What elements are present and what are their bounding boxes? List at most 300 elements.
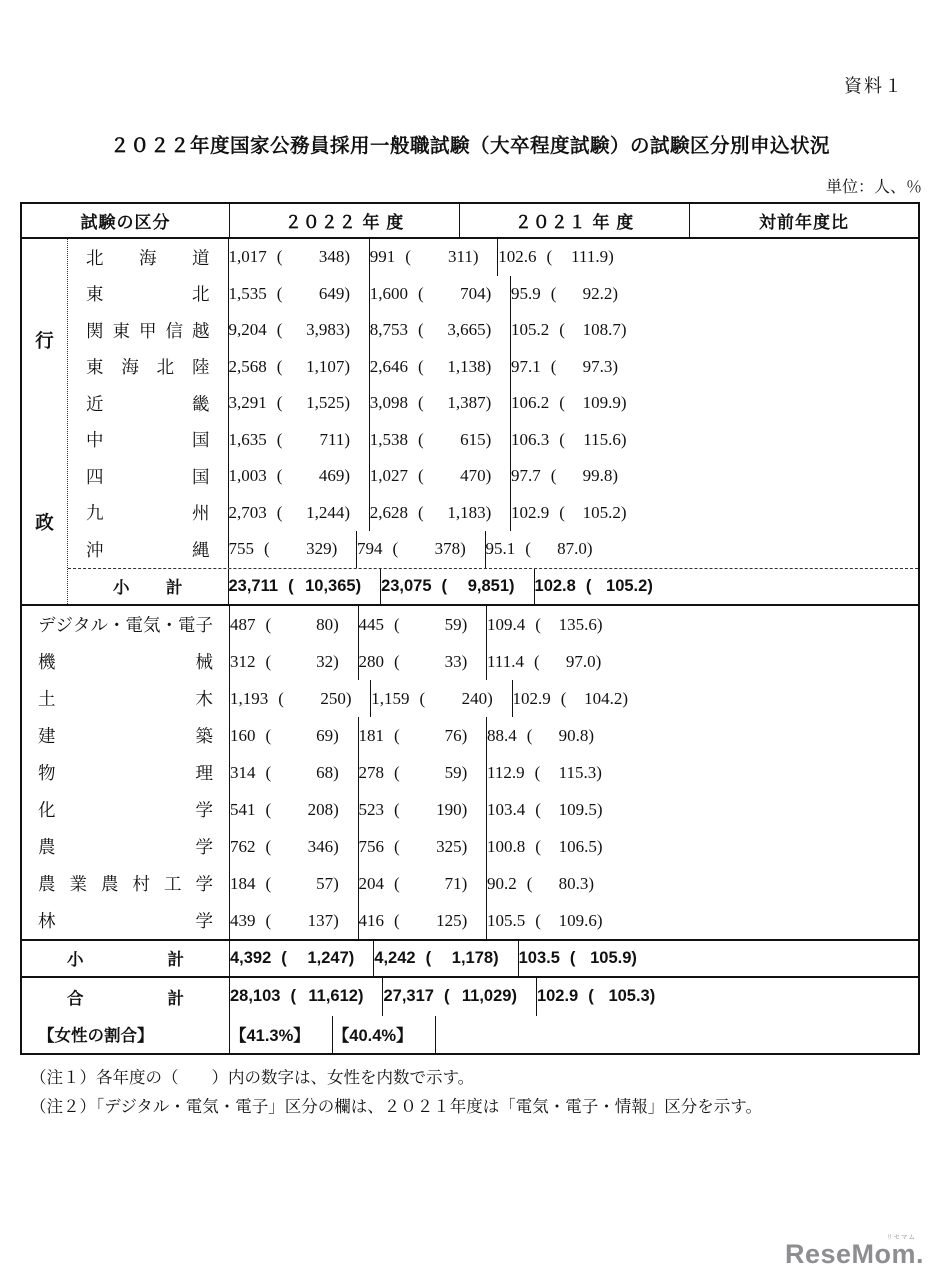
value-cell (359, 828, 488, 865)
value-cell (370, 495, 511, 532)
value-cell (486, 531, 612, 568)
row-label-text (86, 464, 210, 489)
paren-number: 97.0 (565, 651, 596, 671)
paren-number: 115.3 (558, 762, 597, 782)
cell-main-value: 27,317 (383, 987, 434, 1005)
cell-main-value: 95.1 (485, 539, 516, 559)
paren-number: 1,183 (447, 502, 486, 522)
paren-close: ) (631, 948, 637, 967)
label-char: 縄 (192, 539, 210, 560)
row-label (68, 531, 229, 568)
paren-close: ) (485, 356, 492, 376)
paren-close: ) (333, 725, 339, 745)
paren-open: ( (394, 873, 400, 893)
cell-main-value: 487 (230, 614, 256, 634)
row-label-text (38, 686, 213, 711)
paren-close: ) (596, 614, 603, 634)
cell-main-value: 23,075 (381, 576, 432, 595)
paren-close: ) (461, 873, 468, 893)
region-row (68, 239, 918, 276)
value-cell (498, 239, 632, 276)
paren-number: 80 (316, 614, 334, 634)
row-label-text (86, 391, 210, 416)
paren-open: ( (588, 987, 594, 1005)
paren-close: ) (612, 356, 619, 376)
cell-main-value: 1,600 (369, 283, 408, 303)
value-cell (359, 791, 488, 828)
row-label (68, 276, 229, 313)
paren-open: ( (276, 320, 283, 340)
row-label-text (113, 574, 183, 598)
label-char: 陸 (191, 357, 210, 378)
paren-number: 59 (444, 614, 462, 634)
paren-open: ( (394, 799, 400, 819)
cell-paren-value (288, 577, 374, 596)
label-char: 北 (192, 284, 210, 305)
cell-main-value: 4,242 (374, 948, 416, 967)
paren-close: ) (461, 725, 468, 745)
value-cell (359, 902, 488, 939)
cell-main-value: 278 (358, 762, 384, 782)
label-char: 国 (192, 466, 210, 487)
cell-paren-value (277, 284, 363, 304)
paren-close: ) (344, 247, 351, 267)
label-char: 気 (143, 615, 161, 635)
paren-close: ) (485, 429, 492, 449)
value-cell (519, 941, 656, 976)
paren-close: ) (485, 320, 492, 340)
row-label-text (86, 427, 210, 452)
paren-number: 115.6 (583, 429, 621, 449)
paren-open: ( (394, 651, 400, 671)
paren-close: ) (487, 688, 493, 708)
paren-open: ( (550, 356, 557, 376)
paren-number: 99.8 (582, 466, 613, 486)
value-cell (230, 717, 359, 754)
paren-close: ) (461, 614, 468, 634)
page-title: ２０２２年度国家公務員採用一般職試験（大卒程度試験）の試験区分別申込状況 (109, 135, 830, 157)
paren-number: 1,178 (451, 948, 494, 967)
cell-paren-value (570, 949, 650, 968)
paren-open: ( (265, 910, 272, 930)
label-char: 北 (156, 357, 175, 378)
row-label-text (38, 908, 213, 933)
cell-paren-value (290, 987, 376, 1006)
cell-paren-value (420, 689, 506, 709)
paren-number: 105.2 (582, 502, 621, 522)
paren-close: ) (333, 836, 339, 856)
category-row (22, 606, 918, 643)
label-char: 甲 (139, 320, 157, 341)
logo-text: ReseMom. (784, 1239, 924, 1269)
row-label (68, 422, 229, 459)
label-char: 計 (167, 989, 184, 1008)
region-row (68, 422, 918, 459)
paren-close: ) (348, 948, 355, 967)
row-label-text (67, 946, 184, 970)
paren-open: ( (265, 799, 272, 819)
cell-main-value: 95.9 (511, 283, 541, 303)
cell-paren-value (394, 763, 480, 783)
paren-open: ( (585, 576, 592, 595)
cell-main-value: 1,017 (228, 247, 267, 267)
label-char: 電 (178, 615, 196, 635)
cell-paren-value (559, 503, 639, 523)
cell-paren-value (551, 466, 631, 486)
value-cell (230, 978, 383, 1016)
paren-number: 711 (319, 429, 345, 449)
paren-open: ( (394, 762, 400, 782)
cell-main-value: 9,204 (228, 320, 267, 340)
paren-open: ( (418, 502, 424, 522)
value-cell (229, 531, 358, 568)
paren-close: ) (461, 762, 468, 782)
cell-paren-value (394, 726, 480, 746)
paren-close: ) (620, 393, 627, 413)
paren-open: ( (535, 614, 541, 634)
paren-number: 1,247 (307, 948, 349, 967)
cell-main-value: 991 (369, 247, 396, 267)
row-label-text (38, 760, 213, 785)
value-cell (487, 828, 621, 865)
paren-number: 649 (318, 283, 345, 303)
value-cell (370, 276, 511, 313)
cell-paren-value (559, 393, 639, 413)
row-label (22, 791, 230, 828)
value-cell (359, 717, 488, 754)
paren-close: ) (344, 502, 351, 522)
paren-open: ( (550, 466, 557, 486)
label-char: 農 (38, 874, 56, 894)
cell-main-value: 106.3 (511, 429, 550, 449)
cell-main-value: 88.4 (487, 725, 517, 745)
paren-close: ) (511, 987, 517, 1005)
cell-main-value: 439 (230, 910, 256, 930)
paren-open: ( (535, 799, 541, 819)
paren-number: 1,107 (306, 356, 345, 376)
paren-number: 190 (436, 799, 462, 819)
cell-main-value: 2,646 (369, 356, 408, 376)
cell-paren-value (394, 874, 480, 894)
value-cell (230, 643, 359, 680)
value-cell (511, 422, 645, 459)
row-label (68, 349, 229, 386)
paren-open: ( (418, 283, 424, 303)
paren-close: ) (608, 247, 614, 267)
cell-main-value: 97.1 (511, 356, 541, 376)
paren-open: ( (569, 948, 576, 967)
paren-number: 92.2 (582, 283, 613, 303)
label-char: 信 (165, 320, 183, 341)
row-label-text (38, 871, 213, 896)
paren-close: ) (333, 762, 339, 782)
value-cell (370, 312, 511, 349)
label-char: タ (73, 615, 91, 635)
paren-open: ( (276, 356, 283, 376)
cell-main-value: 102.9 (536, 987, 579, 1005)
paren-close: ) (485, 393, 492, 413)
value-cell (487, 606, 621, 643)
value-cell (513, 680, 647, 717)
row-label-text (86, 245, 210, 270)
label-char: 東 (112, 320, 130, 341)
row-label (68, 569, 229, 605)
label-char: 畿 (192, 393, 210, 414)
value-cell (371, 680, 512, 717)
paren-open: ( (288, 576, 294, 595)
paren-number: 105.3 (608, 987, 650, 1005)
row-label (22, 941, 230, 976)
cell-paren-value (277, 357, 363, 377)
cell-paren-value (394, 800, 480, 820)
cell-value: 【41.3%】 (230, 1027, 310, 1045)
cell-main-value: 23,711 (228, 576, 279, 595)
value-cell (374, 941, 518, 976)
doc-reference-label: 資料１ (844, 76, 904, 96)
paren-open: ( (418, 429, 424, 449)
paren-close: ) (649, 987, 656, 1005)
cell-paren-value (442, 577, 528, 596)
paren-open: ( (418, 466, 424, 486)
header-year-2021: ２０２１ 年 度 (460, 204, 690, 237)
paren-open: ( (264, 539, 270, 559)
value-cell (229, 276, 370, 313)
cell-value: 【40.4%】 (332, 1027, 413, 1045)
cell-paren-value (559, 430, 639, 450)
category-row (22, 643, 918, 680)
paren-number: 68 (316, 762, 334, 782)
paren-number: 1,525 (306, 393, 345, 413)
paren-open: ( (546, 247, 553, 267)
cell-main-value: 794 (357, 539, 383, 559)
value-cell (511, 495, 645, 532)
paren-close: ) (472, 247, 479, 267)
cell-main-value: 1,193 (230, 688, 269, 708)
row-label (22, 754, 230, 791)
label-char: 計 (166, 579, 183, 598)
paren-close: ) (355, 576, 362, 595)
value-cell (511, 312, 645, 349)
paren-number: 106.5 (558, 836, 597, 856)
row-label-text (38, 834, 213, 859)
value-cell (537, 978, 674, 1016)
value-cell (230, 902, 359, 939)
value-cell (359, 865, 488, 902)
paren-number: 33 (444, 651, 462, 671)
cell-main-value: 103.4 (487, 799, 526, 819)
paren-number: 615 (460, 429, 486, 449)
paren-number: 109.6 (558, 910, 597, 930)
paren-close: ) (485, 283, 492, 303)
paren-close: ) (596, 799, 603, 819)
value-cell (487, 865, 613, 902)
paren-number: 87.0 (557, 539, 587, 559)
label-char: 工 (164, 874, 182, 894)
resemom-logo (784, 1234, 924, 1270)
cell-main-value: 8,753 (369, 320, 408, 340)
region-row (68, 531, 918, 568)
cell-paren-value (264, 539, 350, 559)
value-cell (511, 458, 637, 495)
value-cell (370, 349, 511, 386)
paren-open: ( (559, 320, 565, 340)
value-cell (487, 643, 620, 680)
value-cell (511, 349, 637, 386)
paren-number: 470 (460, 466, 486, 486)
label-char: 関 (86, 320, 104, 341)
paren-close: ) (622, 688, 629, 708)
value-cell (230, 865, 359, 902)
value-cell (359, 606, 488, 643)
label-char: 州 (192, 503, 210, 524)
cell-paren-value (278, 689, 364, 709)
region-row (68, 349, 918, 386)
paren-open: ( (265, 614, 272, 634)
cell-paren-value (561, 689, 641, 709)
label-char: 築 (195, 726, 213, 746)
cell-main-value: 755 (228, 539, 254, 559)
application-status-table (20, 202, 920, 1055)
paren-open: ( (265, 873, 272, 893)
paren-number: 378 (434, 539, 461, 559)
cell-paren-value (535, 837, 615, 857)
label-char: 小 (67, 951, 84, 970)
row-label-text (38, 797, 213, 822)
row-label-text (86, 354, 210, 379)
value-cell (333, 1016, 436, 1053)
cell-main-value: 4,392 (230, 948, 272, 967)
cell-paren-value (535, 615, 615, 635)
value-cell (230, 1016, 333, 1053)
value-cell (230, 791, 359, 828)
label-char: 近 (86, 393, 104, 414)
cell-main-value: 204 (358, 873, 384, 893)
label-char: 学 (195, 874, 213, 894)
cell-main-value: 2,568 (228, 356, 267, 376)
paren-number: 105.9 (590, 948, 632, 967)
paren-number: 704 (460, 283, 486, 303)
paren-open: ( (392, 539, 399, 559)
paren-open: ( (405, 247, 411, 267)
label-char: デ (38, 615, 56, 635)
value-cell (511, 385, 645, 422)
cell-main-value: 184 (230, 873, 256, 893)
paren-number: 57 (316, 873, 334, 893)
technical-section (22, 606, 918, 939)
footnote-1: （注１）各年度の（ ）内の数字は、女性を内数で示す。 (30, 1068, 475, 1087)
paren-number: 9,851 (467, 576, 510, 595)
paren-number: 59 (444, 762, 462, 782)
footnotes (30, 1063, 920, 1121)
label-char: 木 (195, 689, 213, 709)
cell-paren-value (418, 393, 504, 413)
paren-number: 109.5 (558, 799, 597, 819)
value-cell (229, 458, 370, 495)
label-char: 村 (132, 874, 150, 894)
cell-paren-value (266, 763, 352, 783)
paren-open: ( (526, 873, 533, 893)
paren-number: 11,029 (461, 987, 512, 1005)
cell-main-value: 102.9 (512, 688, 551, 708)
paren-close: ) (333, 651, 339, 671)
label-char: 化 (38, 800, 56, 820)
label-char: 海 (139, 247, 157, 268)
paren-close: ) (344, 466, 351, 486)
paren-number: 111.9 (571, 247, 609, 267)
paren-number: 346 (307, 836, 334, 856)
label-char: 計 (167, 951, 184, 970)
cell-paren-value (535, 763, 615, 783)
region-row (68, 458, 918, 495)
row-label (68, 458, 229, 495)
row-label (22, 978, 230, 1016)
value-cell (381, 569, 534, 605)
cell-paren-value (394, 615, 480, 635)
label-char: 業 (69, 874, 87, 894)
paren-number: 325 (436, 836, 462, 856)
paren-number: 1,387 (447, 393, 486, 413)
paren-number: 135.6 (558, 614, 597, 634)
paren-close: ) (357, 987, 364, 1005)
paren-open: ( (418, 320, 424, 340)
paren-number: 1,244 (306, 502, 345, 522)
paren-close: ) (333, 910, 339, 930)
label-char: 建 (38, 726, 56, 746)
paren-open: ( (559, 502, 565, 522)
paren-close: ) (485, 466, 492, 486)
subtotal-row (68, 568, 918, 605)
value-cell (229, 422, 370, 459)
cell-paren-value (527, 726, 607, 746)
paren-number: 240 (461, 688, 488, 708)
paren-open: ( (419, 688, 426, 708)
value-cell (357, 531, 486, 568)
paren-open: ( (394, 910, 400, 930)
paren-number: 11,612 (308, 987, 358, 1005)
row-label (68, 495, 229, 532)
cell-paren-value (266, 874, 352, 894)
unit-note: 単位：人、％ (825, 179, 922, 196)
paren-close: ) (596, 910, 603, 930)
row-label (22, 865, 230, 902)
female-ratio-row (22, 1016, 918, 1053)
paren-open: ( (265, 836, 272, 856)
value-cell (229, 569, 382, 605)
row-label (22, 828, 230, 865)
paren-open: ( (276, 502, 283, 522)
paren-close: ) (586, 539, 593, 559)
paren-open: ( (535, 910, 541, 930)
cell-main-value: 105.5 (487, 910, 526, 930)
cell-main-value: 416 (358, 910, 384, 930)
cell-paren-value (534, 652, 614, 672)
cell-paren-value (444, 987, 530, 1006)
cell-paren-value (426, 949, 512, 968)
cell-paren-value (418, 320, 504, 340)
label-char: 小 (113, 579, 130, 598)
paren-close: ) (493, 948, 499, 967)
value-cell (229, 239, 370, 276)
value-cell (487, 717, 613, 754)
paren-open: ( (394, 725, 400, 745)
paren-open: ( (526, 725, 533, 745)
logo-ruby-text: リセマム (886, 1234, 916, 1241)
paren-close: ) (647, 576, 653, 595)
paren-open: ( (265, 762, 272, 782)
value-cell (370, 239, 499, 276)
paren-close: ) (509, 576, 515, 595)
paren-number: 208 (307, 799, 334, 819)
